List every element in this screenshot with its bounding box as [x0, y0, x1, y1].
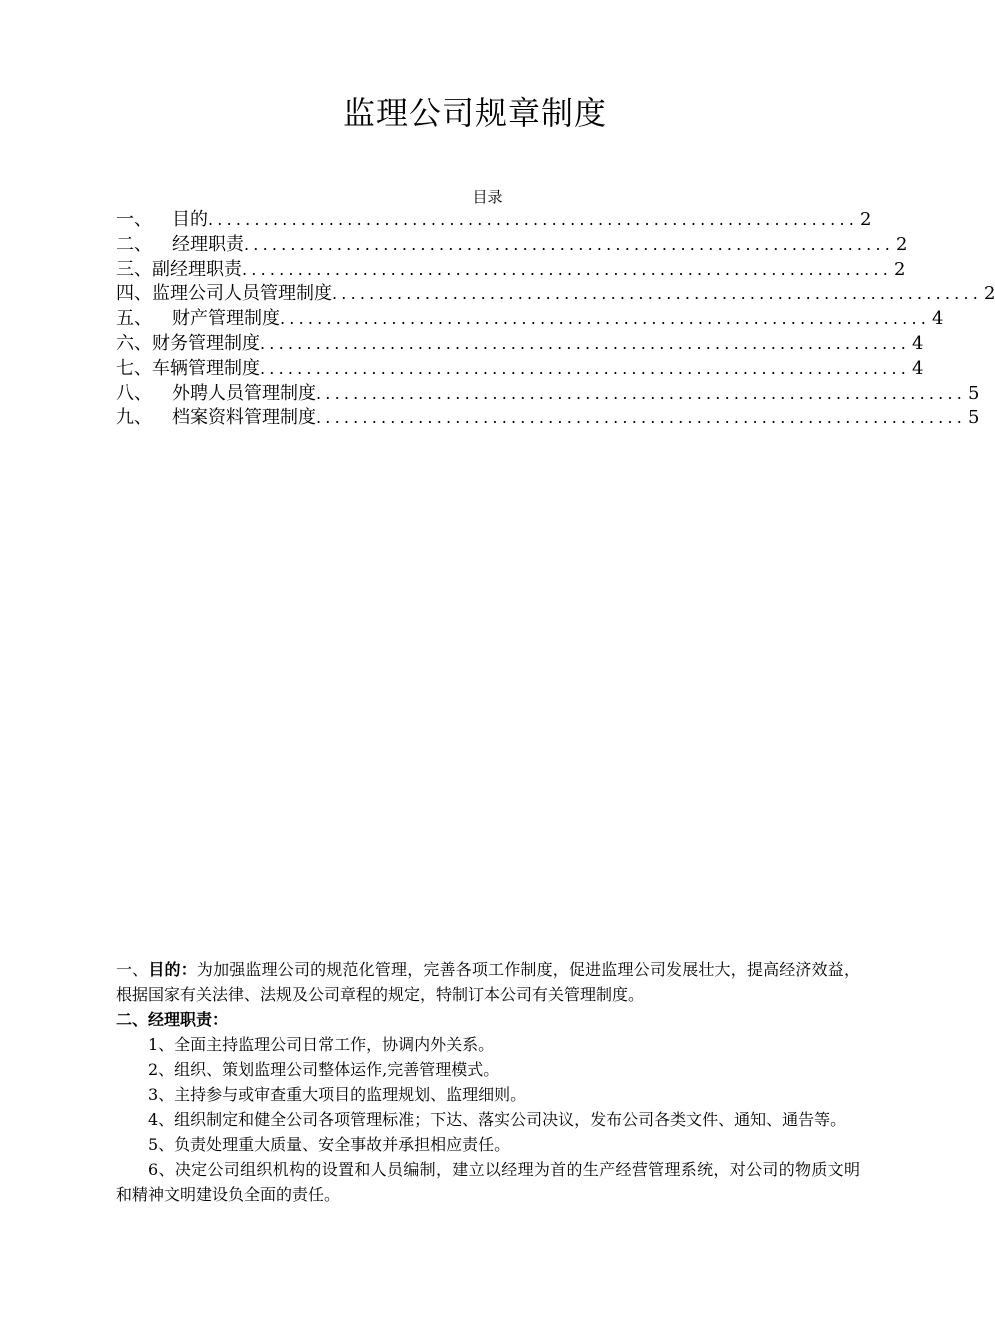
section-purpose — [116, 957, 860, 1007]
toc-entry-number: 七、 — [116, 357, 152, 379]
toc-entry-page: 2 — [984, 283, 995, 305]
toc-entry-label: 目的 — [172, 209, 208, 230]
section-text: 为加强监理公司的规范化管理，完善各项工作制度，促进监理公司发展壮大，提高经济效益，根据国家有关法律、法规及公司章程的规定，特制订本公司有关管理制度。 — [116, 960, 860, 1004]
toc-entry-label: 监理公司人员管理制度 — [152, 283, 332, 305]
document-body — [116, 957, 860, 1207]
toc-entry-label: 档案资料管理制度 — [172, 407, 316, 429]
toc-entry-number: 四、 — [116, 283, 152, 305]
toc-entry-page: 2 — [896, 233, 908, 255]
toc-dot-leader: ...................................................................... — [332, 284, 983, 304]
section-label: 目的： — [148, 960, 197, 979]
toc-entry[interactable] — [116, 357, 924, 382]
section-heading: 二、经理职责： — [116, 1010, 229, 1029]
toc-entry-number: 二、 — [116, 233, 152, 255]
toc-entry-page: 4 — [932, 308, 944, 330]
duty-item: 2、组织、策划监理公司整体运作,完善管理模式。 — [148, 1060, 500, 1079]
toc-dot-leader: ...................................................................... — [242, 259, 893, 279]
toc-entry-label: 外聘人员管理制度 — [172, 382, 316, 404]
toc-entry[interactable] — [116, 332, 924, 357]
toc-entry-page: 5 — [968, 382, 980, 404]
toc-entry-page: 2 — [894, 258, 906, 280]
toc-dot-leader: ...................................................................... — [316, 408, 967, 428]
toc-entry[interactable] — [116, 208, 872, 233]
toc-heading: 目录 — [472, 188, 503, 206]
toc-entry-page: 5 — [968, 407, 980, 429]
document-title: 监理公司规章制度 — [342, 94, 607, 132]
duty-item: 1、全面主持监理公司日常工作，协调内外关系。 — [148, 1035, 495, 1054]
toc-entry-number: 一、 — [116, 209, 152, 230]
toc-entry-number: 八、 — [116, 382, 152, 404]
toc-entry-label: 经理职责 — [172, 233, 244, 255]
toc-entry[interactable] — [116, 282, 995, 307]
toc-entry-number: 六、 — [116, 332, 152, 354]
toc-entry-page: 4 — [912, 357, 924, 379]
toc-entry-label: 车辆管理制度 — [152, 357, 260, 379]
toc-entry-label: 副经理职责 — [152, 258, 242, 280]
section-number: 一、 — [116, 960, 149, 979]
duty-item: 6、决定公司组织机构的设置和人员编制，建立以经理为首的生产经营管理系统，对公司的物质文明和精神文明建设负全面的责任。 — [116, 1160, 860, 1204]
toc-entry-number: 五、 — [116, 308, 152, 330]
toc-entry-label: 财务管理制度 — [152, 332, 260, 354]
toc-entry-number: 九、 — [116, 407, 152, 429]
table-of-contents — [116, 208, 995, 431]
toc-entry-label: 财产管理制度 — [172, 308, 280, 330]
duty-item: 3、主持参与或审查重大项目的监理规划、监理细则。 — [148, 1085, 527, 1104]
toc-dot-leader: ...................................................................... — [316, 383, 967, 403]
toc-entry[interactable] — [116, 258, 906, 283]
toc-dot-leader: ...................................................................... — [244, 234, 895, 254]
toc-entry[interactable] — [116, 307, 944, 332]
toc-dot-leader: ...................................................................... — [280, 309, 931, 329]
toc-entry-page: 2 — [860, 209, 872, 230]
toc-entry[interactable] — [116, 233, 908, 258]
toc-dot-leader: ...................................................................... — [208, 210, 859, 229]
toc-dot-leader: ...................................................................... — [260, 358, 911, 378]
duty-item: 5、负责处理重大质量、安全事故并承担相应责任。 — [148, 1135, 511, 1154]
duty-item: 4、组织制定和健全公司各项管理标准；下达、落实公司决议，发布公司各类文件、通知、通告等。 — [148, 1110, 847, 1129]
toc-entry-number: 三、 — [116, 258, 152, 280]
toc-entry[interactable] — [116, 382, 980, 407]
toc-entry[interactable] — [116, 406, 980, 431]
toc-entry-page: 4 — [912, 332, 924, 354]
toc-dot-leader: ...................................................................... — [260, 333, 911, 353]
